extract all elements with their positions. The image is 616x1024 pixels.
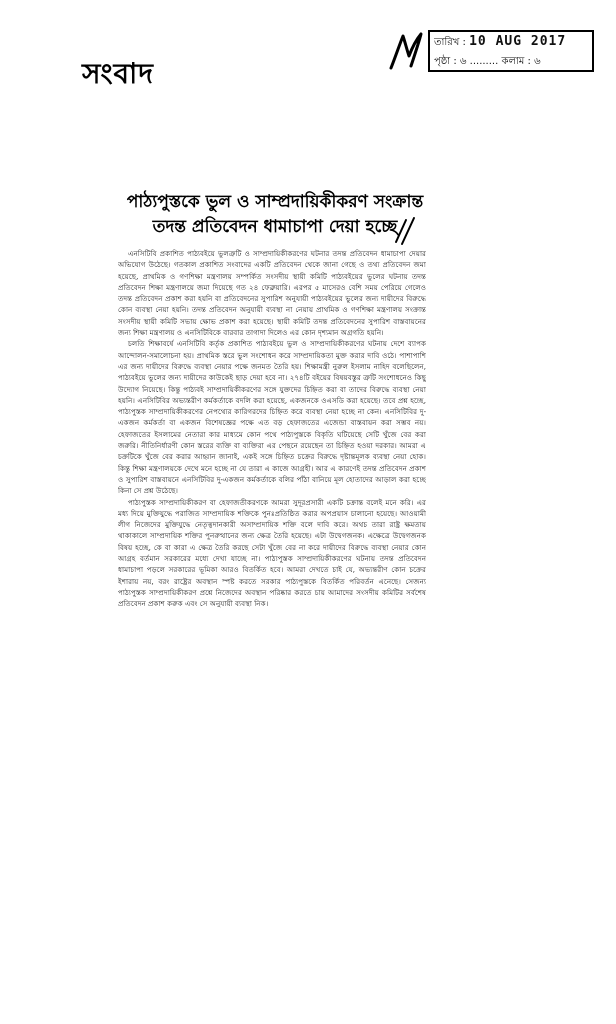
date-stamp <box>428 30 594 72</box>
stamp-column-label: কলাম <box>501 56 525 67</box>
article-body <box>118 248 426 763</box>
stamp-page-label: পৃষ্ঠা <box>434 56 451 67</box>
handwritten-mark-icon <box>385 28 427 76</box>
stamp-page-row: পৃষ্ঠা : ৬ ......... কলাম : ৬ <box>434 56 541 67</box>
headline-line-1: পাঠ্যপুস্তকে ভুল ও সাম্প্রদায়িকীকরণ সংক্রান্ত <box>126 192 424 212</box>
stamp-date-value: 10 AUG 2017 <box>469 34 567 49</box>
article-paragraph-2: চলতি শিক্ষাবর্ষে এনসিটিবি কর্তৃক প্রকাশিত পাঠ্যবইয়ে ভুল ও সাম্প্রদায়িকীকরণের ঘটনায় দেশে ব্যাপক আন্দোলন-সমালোচনা হয়। প্রাথমিক স্তরে ভুল সংশোধন করে সাম্প্রদায়িকতা মুক্ত করার দাবি ওঠে। পাশাপাশি এর জন্য দায়ীদের বিরুদ্ধে ব্যবস্থা নেয়ার পক্ষে জনমত তৈরি হয়। শিক্ষামন্ত্রী নুরুল ইসলাম নাহিদ বলেছিলেন, পাঠ্যবইয়ে ভুলের জন্য দায়ীদের কাউকেই ছাড় দেয়া হবে না। ২৭৪টি বইয়ের বিষয়বস্তুর ত্রুটি সংশোধনেও কিছু উদ্যোগ নিয়েছে। কিন্তু পাঠ্যবই সাম্প্রদায়িকীকরণের সঙ্গে যুক্তদের চিহ্নিত করা বা তাদের বিরুদ্ধে ব্যবস্থা নেয়া হয়নি। এনসিটিবির অভ্যন্তরীণ কর্মকর্তাকে বদলি করা হয়েছে, একজনকে ওএসডি করা হয়েছে। তবে প্রশ্ন হচ্ছে, পাঠ্যপুস্তক সাম্প্রদায়িকীকরণের নেপথ্যের কারিগরদের চিহ্নিত করে ব্যবস্থা নেয়া হচ্ছে না কেন। এনসিটিবির দু-একজন কর্মকর্তা বা একজন বিশেষজ্ঞের পক্ষে এত বড় হেফাজতের এজেন্ডা বাস্তবায়ন করা সম্ভব নয়। হেফাজতের ইসলামের নেতারা কার মাধ্যমে কোন পথে পাঠ্যপুস্তকে বিকৃতি ঘটিয়েছে সেটি খুঁজে বের করা জরুরি। নীতিনির্ধারণী কোন স্তরের ব্যক্তি বা ব্যক্তিরা এর পেছনে রয়েছেন তা চিহ্নিত হওয়া দরকার। আমরা এ চক্রটিকে খুঁজে বের করার আহ্বান জানাই, একই সঙ্গে চিহ্নিত চক্রের বিরুদ্ধে দৃষ্টান্তমূলক ব্যবস্থা নেয়া হোক। কিন্তু শিক্ষা মন্ত্রণালয়কে দেখে মনে হচ্ছে না যে তারা এ কাজে আগ্রহী। আর এ কারণেই তদন্ত প্রতিবেদন প্রকাশ ও সুপারিশ বাস্তবায়নে এনসিটিবির দু-একজন কর্মকর্তাকে বলির পাঁঠা বানিয়ে মূল হোতাদের আড়াল করা হচ্ছে কিনা সে প্রশ্ন উঠেছে। <box>118 339 426 496</box>
article-paragraph-1: এনসিটিবি প্রকাশিত পাঠ্যবইয়ে ভুলত্রুটি ও সাম্প্রদায়িকীকরণের ঘটনার তদন্ত প্রতিবেদন ধামাচাপা দেয়ার অভিযোগ উঠেছে। গতকাল প্রকাশিত সংবাদের একটি প্রতিবেদন থেকে জানা গেছে ও তথ্য প্রতিবেদন জমা হয়েছে, প্রাথমিক ও গণশিক্ষা মন্ত্রণালয় সম্পর্কিত সংসদীয় স্থায়ী কমিটি পাঠ্যবইয়ের ভুলের ঘটনায় তদন্ত প্রতিবেদন শিক্ষা মন্ত্রণালয়ে জমা দিয়েছে গত ২৪ ফেব্রুয়ারি। এরপর ৫ মাসেরও বেশি সময় পেরিয়ে গেলেও তদন্ত প্রতিবেদন প্রকাশ করা হয়নি বা প্রতিবেদনের সুপারিশ অনুযায়ী পাঠ্যবইয়ের ভুলের জন্য দায়ীদের বিরুদ্ধে কোন ব্যবস্থা নেয়া হয়নি। তদন্ত প্রতিবেদন অনুযায়ী ব্যবস্থা না নেয়ায় প্রাথমিক ও গণশিক্ষা মন্ত্রণালয় সংক্রান্ত সংসদীয় স্থায়ী কমিটি সভায় ক্ষোভ প্রকাশ করা হয়েছে। স্থায়ী কমিটি তদন্ত প্রতিবেদনের সুপারিশ বাস্তবায়নের জন্য শিক্ষা মন্ত্রণালয় ও এনসিটিবিকে বারবার তাগাদা দিলেও এর কোন দৃশ্যমান অগ্রগতি হয়নি। <box>118 249 426 338</box>
article-paragraph-3: পাঠ্যপুস্তক সাম্প্রদায়িকীকরণ বা হেফাজতীকরণকে আমরা সুদূরপ্রসারী একটি চক্রান্ত বলেই মনে করি। এর মধ্য দিয়ে মুক্তিযুদ্ধে পরাজিত সাম্প্রদায়িক শক্তিকে পুনঃপ্রতিষ্ঠিত করার অপপ্রয়াস চালানো হয়েছে। আওয়ামী লীগ নিজেদের মুক্তিযুদ্ধে নেতৃত্বদানকারী অসাম্প্রদায়িক শক্তি বলে দাবি করে। অথচ তারা রাষ্ট্র ক্ষমতায় থাকাকালে সাম্প্রদায়িক শক্তির পুনরুত্থানের জন্য ক্ষেত্র তৈরি হয়েছে। এটা উদ্বেগজনক। এক্ষেত্রে উদ্বেগজনক বিষয় হচ্ছে, কে বা কারা এ ক্ষেত্র তৈরি করছে সেটা খুঁজে বের না করে দায়ীদের বিরুদ্ধে ব্যবস্থা নেয়ার কোন আগ্রহ বর্তমান সরকারের মধ্যে দেখা যাচ্ছে না। পাঠ্যপুস্তক সাম্প্রদায়িকীকরণের ঘটনায় তদন্ত প্রতিবেদন ধামাচাপা পড়লে সরকারের ভূমিকা আরও বিতর্কিত হবে। আমরা দেখতে চাই যে, অভ্যন্তরীণ কোন চক্রের ইশারায় নয়, বরং রাষ্ট্রের অবস্থান স্পষ্ট করতে সরকার পাঠ্যপুস্তকে বিতর্কিত পরিবর্তন এনেছে। সেজন্য পাঠ্যপুস্তক সাম্প্রদায়িকীকরণ প্রশ্নে নিজেদের অবস্থান পরিষ্কার করতে চায় আমাদের সংসদীয় কমিটির সর্বশেষ প্রতিবেদন প্রকাশ করুক এবং সে অনুযায়ী ব্যবস্থা নিক। <box>118 497 426 609</box>
headline-line-2: তদন্ত প্রতিবেদন ধামাচাপা দেয়া হচ্ছে <box>152 217 398 237</box>
stamp-column-value: ৬ <box>534 56 541 67</box>
pen-tick-icon <box>392 216 422 246</box>
newspaper-masthead: সংবাদ <box>82 57 154 90</box>
stamp-date-row: তারিখ : 10 AUG 2017 <box>434 34 567 49</box>
stamp-page-value: ৬ <box>459 56 467 67</box>
stamp-date-label: তারিখ <box>434 37 460 48</box>
article-headline <box>120 190 430 240</box>
